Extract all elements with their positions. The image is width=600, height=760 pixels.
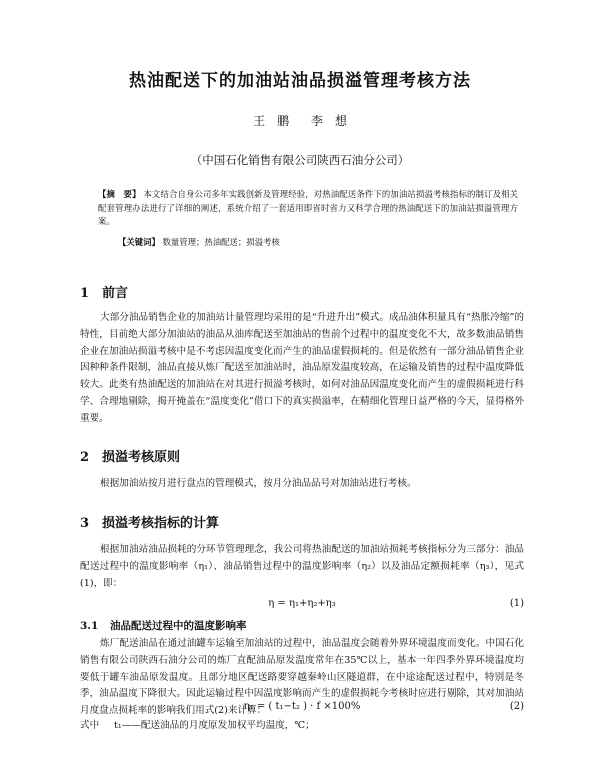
keywords-text: 数量管理；热油配送；损溢考核: [162, 237, 280, 247]
section-paragraph: [80, 542, 524, 592]
keywords: [118, 236, 518, 249]
author-name: 王 鹏: [253, 114, 290, 128]
abstract-text: 本文结合自身公司多年实践创新及管理经验，对热油配送条件下的加油站损溢考核指标的制订及相关配套管理办法进行了详细的阐述，系统介绍了一套适用即省时省力又科学合理的热油配送下的加油站损溢管理方案。: [98, 189, 519, 226]
equation: [80, 598, 524, 612]
paragraph-text: 炼厂配送油品在通过油罐车运输至加油站的过程中，油品温度会随着外界环境温度而变化。中国石化销售有限公司陕西石油分公司的炼厂直配油品原发温度常年在35℃以上，基本一年四季外界环境温度均要低于罐车油品原发温度。且部分地区配送路要穿越秦岭山区隧道群，在中途途配送过程中，特别是冬季，油品温度下降很大。因此运输过程中因温度影响而产生的虚假损耗今考核时应进行剔除，其对加油站月度盘点损耗率的影响我们用式(2)来计算：: [80, 638, 524, 717]
equation-number: (2): [509, 701, 524, 712]
equation-expression: η₁ = ( t₁−t₂ ) · f ×100%: [243, 701, 361, 712]
section-title: 损溢考核原则: [102, 450, 181, 465]
equation: [80, 701, 524, 715]
paragraph-text: 大部分油品销售企业的加油站计量管理均采用的是“升进升出”模式。成品油体积量具有“热胀冷缩”的特性，目前绝大部分加油站的油品从油库配送至加油站的售前个过程中的温度变化不大，故多数油品销售企业在加油站损溢考核中是不考虑因温度变化而产生的油品虚假损耗的。但是依然有一部分油品销售企业因种种条件限制，油品直接从炼厂配送至加油站时，油品原发温度较高，在运输及销售的过程中温度降低较大。此类有热油配送的加油站在对其进行损溢考核时，如何对油品因温度变化而产生的虚假损耗进行科学、合理地剔除，揭开掩盖在“温度变化”借口下的真实损溢率，在精细化管理日益严格的今天，显得格外重要。: [80, 312, 524, 424]
section-heading: [80, 512, 219, 531]
subsection-heading: [80, 618, 247, 633]
paragraph-text: 根据加油站油品损耗的分环节管理理念，我公司将热油配送的加油站损耗考核指标分为三部分：油品配送过程中的温度影响率（η₁）、油品销售过程中的温度影响率（η₂）以及油品定额损耗率（η₃），见式(1)，即：: [80, 544, 524, 589]
where-text: t₁——配送油品的月度原发加权平均温度，℃；: [114, 720, 315, 731]
section-paragraph: [80, 310, 524, 428]
where-label: 式中: [80, 720, 100, 731]
section-number: 3: [80, 516, 90, 531]
section-number: 1: [80, 286, 90, 301]
section-heading: [80, 446, 180, 465]
equation-expression: η = η₁+η₂+η₃: [268, 598, 336, 609]
section-title: 损溢考核指标的计算: [102, 516, 220, 531]
section-paragraph: [80, 476, 524, 493]
section-title: 前言: [102, 286, 129, 301]
paper-title: 热油配送下的加油站油品损溢管理考核方法: [129, 71, 471, 91]
author-name: 李 想: [310, 114, 347, 128]
keywords-label: 【关键词】: [118, 237, 160, 247]
abstract-label: 【摘 要】: [98, 189, 141, 199]
section-number: 2: [80, 450, 90, 465]
paragraph-text: 根据加油站按月进行盘点的管理模式，按月分油品品号对加油站进行考核。: [100, 478, 417, 489]
variable-definition: [80, 717, 524, 731]
abstract: [98, 188, 518, 229]
equation-number: (1): [509, 598, 524, 609]
section-heading: [80, 282, 128, 301]
affiliation: （中国石化销售有限公司陕西石油分公司）: [190, 153, 410, 167]
authors: [0, 112, 600, 129]
subsection-number: 3.1: [80, 620, 99, 632]
subsection-title: 油品配送过程中的温度影响率: [110, 620, 247, 632]
